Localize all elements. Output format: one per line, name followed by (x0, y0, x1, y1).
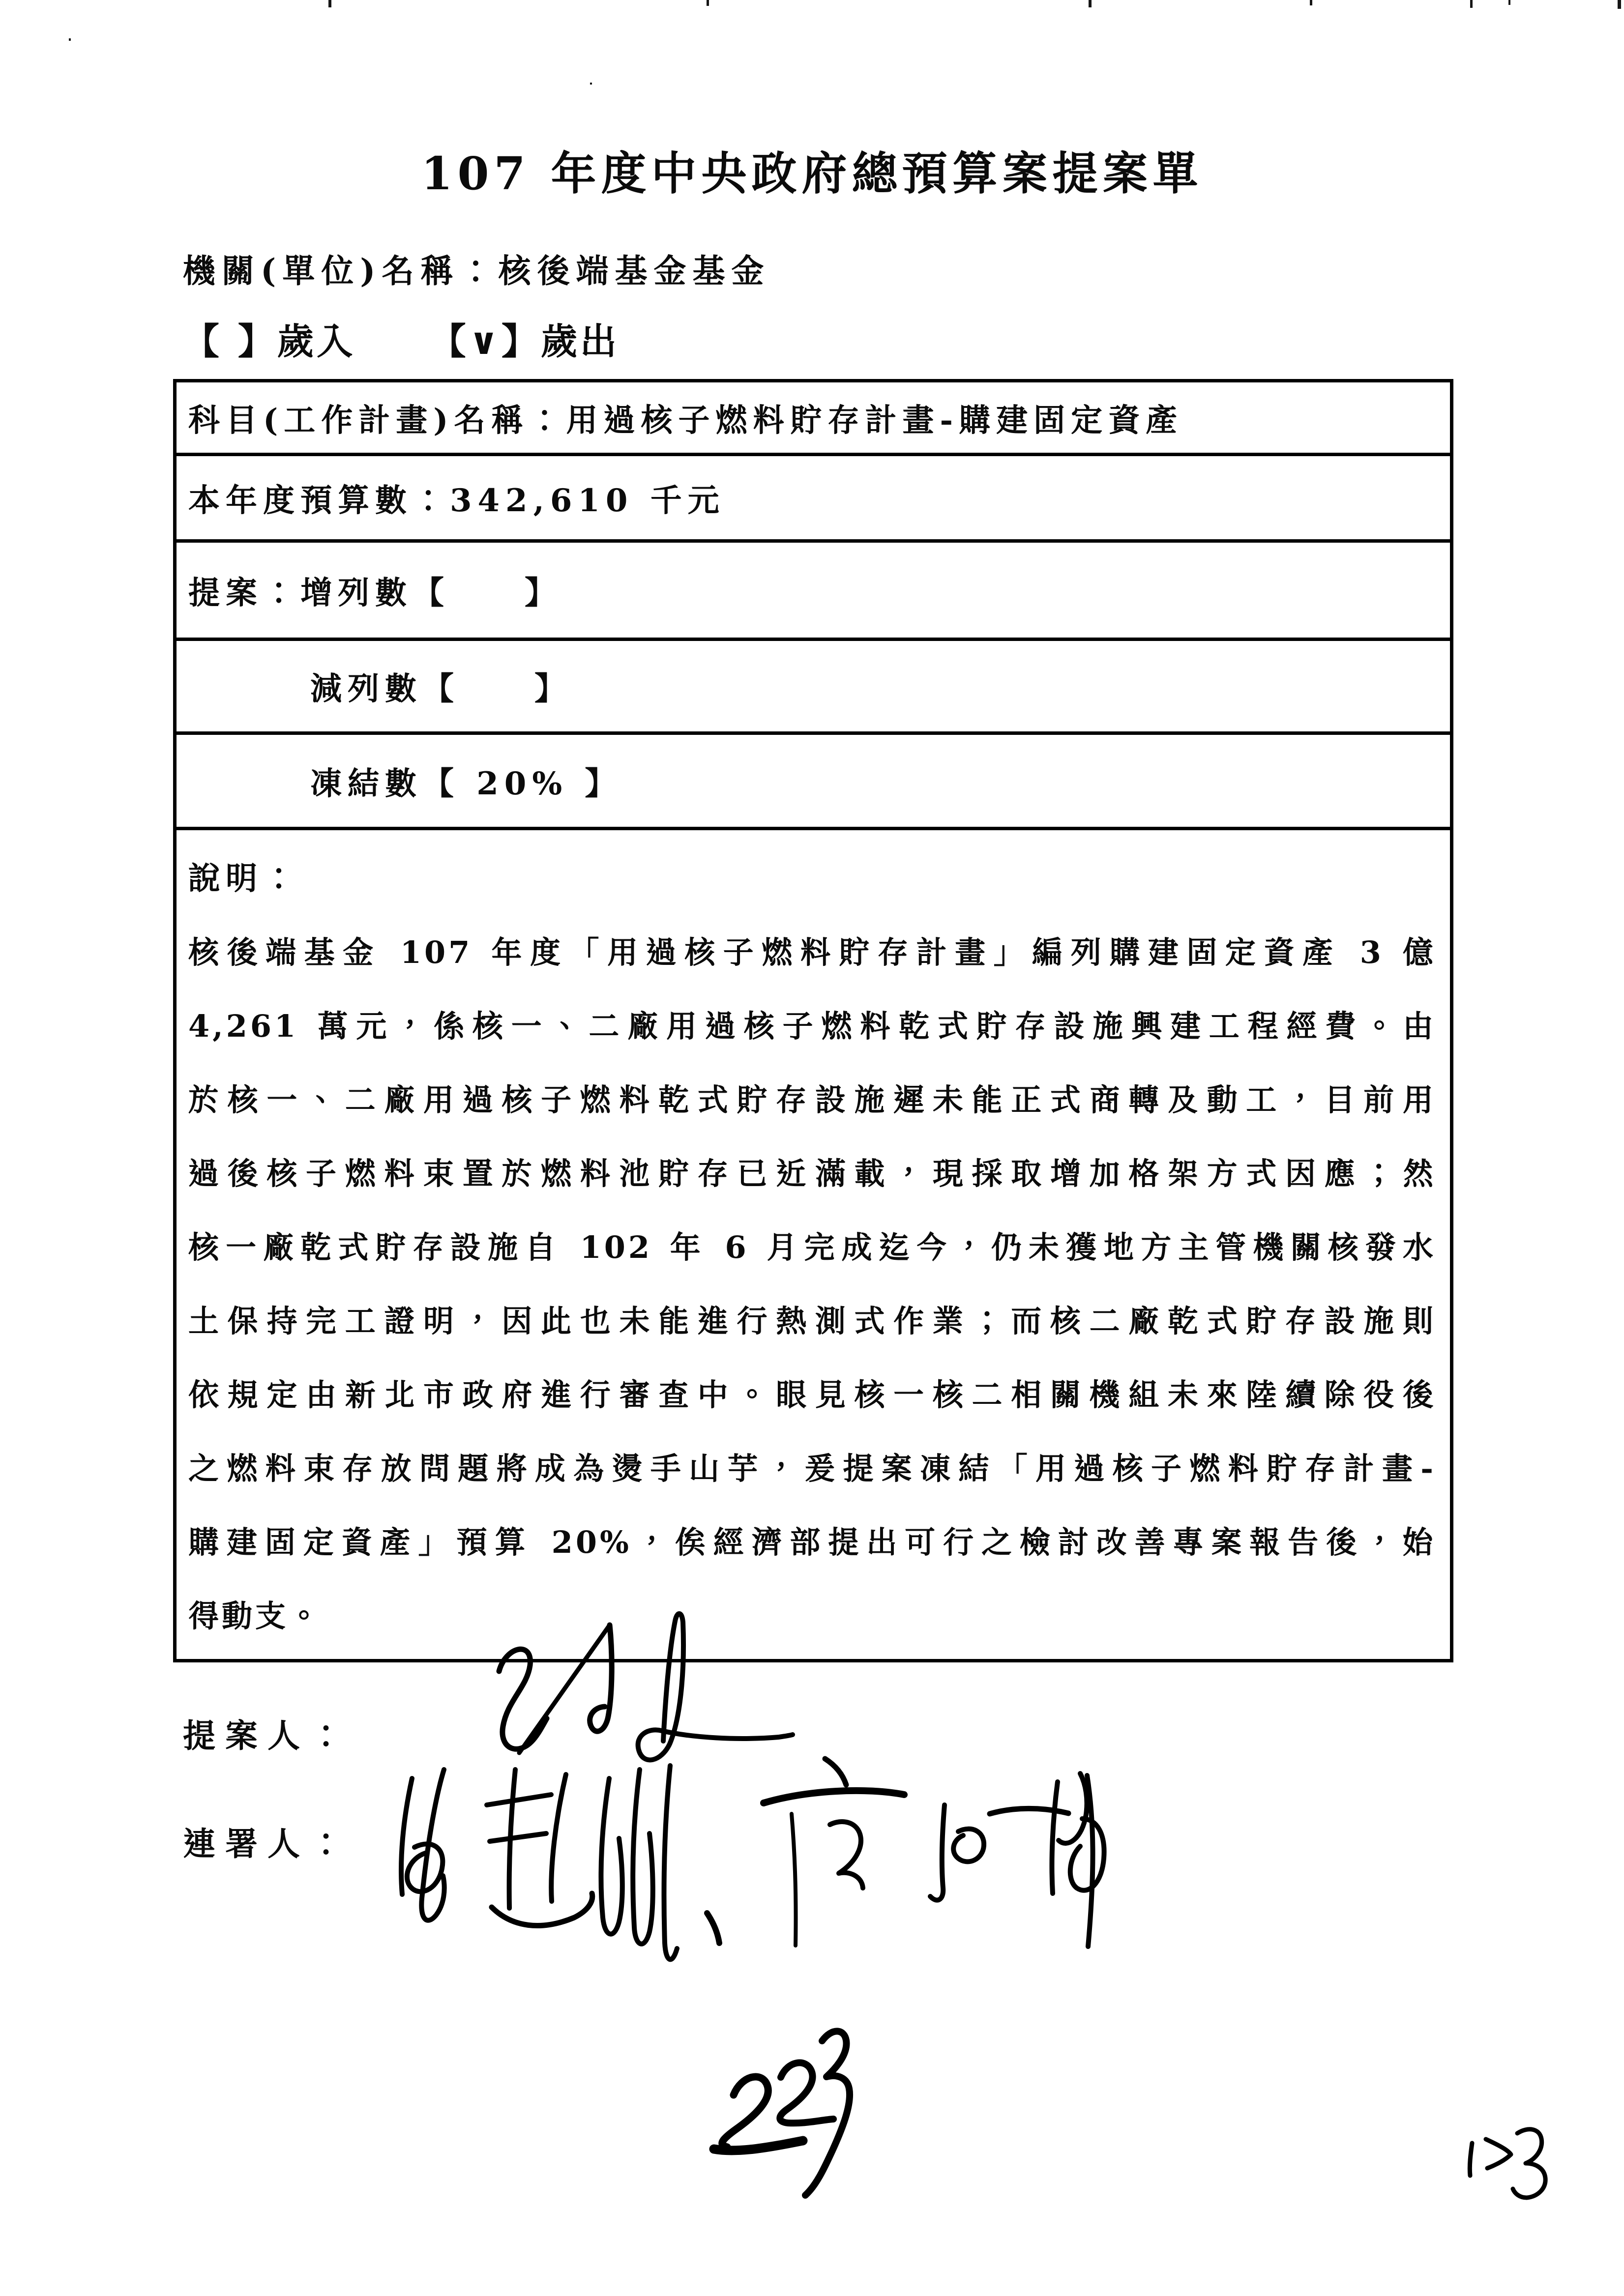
explanation-line: 之燃料束存放問題將成為燙手山芋，爰提案凍結「用過核子燃料貯存計畫- (188, 1451, 1436, 1486)
revenue-checkbox: 【 】歲入 (183, 320, 356, 363)
scan-artifact-speck (590, 83, 592, 85)
category-check-line (183, 313, 620, 365)
scan-artifact-tick (1618, 0, 1621, 9)
proposal-decrease-row (177, 638, 1450, 731)
proposer-label: 提案人： (183, 1716, 352, 1755)
explanation-line: 於核一、二廠用過核子燃料乾式貯存設施遲未能正式商轉及動工，目前用 (188, 1082, 1436, 1118)
explanation-line: 得動支。 (188, 1598, 323, 1634)
subject-row (177, 382, 1450, 453)
proposal-prefix: 提案： (188, 574, 300, 611)
scan-artifact-tick (1508, 0, 1510, 5)
explanation-line: 核後端基金 107 年度「用過核子燃料貯存計畫」編列購建固定資產 3 億 (188, 934, 1436, 970)
freeze-field: 凍結數【 20% 】 (310, 765, 622, 802)
scan-artifact-tick (1310, 0, 1312, 5)
cosigner-signature-1 (401, 1766, 677, 1959)
expenditure-checkbox-checked: 【∨】歲出 (429, 320, 620, 363)
handwritten-page-number-center (714, 2031, 850, 2195)
budget-row (177, 453, 1450, 539)
decrease-field: 減列數【 】 (310, 670, 572, 707)
explanation-line: 核一廠乾式貯存設施自 102 年 6 月完成迄今，仍未獲地方主管機關核發水 (188, 1229, 1436, 1265)
scan-artifact-tick (1089, 0, 1092, 7)
proposal-increase-row (177, 539, 1450, 638)
scan-artifact-tick (328, 0, 331, 7)
handwritten-page-number-corner (1470, 2129, 1545, 2198)
cosigner-label: 連署人： (183, 1825, 352, 1863)
budget-text: 本年度預算數：342,610 千元 (188, 482, 725, 519)
agency-name-line: 機關(單位)名稱：核後端基金基金 (183, 252, 770, 290)
explanation-line: 依規定由新北市政府進行審查中。眼見核一核二相關機組未來陸續除役後 (188, 1377, 1436, 1413)
scan-artifact-tick (1470, 0, 1473, 8)
increase-field: 增列數【 】 (300, 574, 562, 611)
explanation-line: 購建固定資產」預算 20%，俟經濟部提出可行之檢討改善專案報告後，始 (188, 1524, 1436, 1560)
explanation-line: 土保持完工證明，因此也未能進行熱測式作業；而核二廠乾式貯存設施則 (188, 1303, 1436, 1339)
explanation-row (177, 827, 1450, 1659)
budget-proposal-table (173, 379, 1453, 1662)
handwritten-list-separator (707, 1913, 719, 1943)
scan-artifact-tick (707, 0, 709, 6)
explanation-label: 說明： (188, 860, 300, 897)
page-title: 107 年度中央政府總預算案提案單 (421, 147, 1203, 200)
scan-artifact-speck (69, 38, 71, 41)
explanation-paragraph (188, 916, 1436, 1653)
cosigner-signature-2 (764, 1759, 1104, 1947)
subject-text: 科目(工作計畫)名稱：用過核子燃料貯存計畫-購建固定資產 (188, 402, 1183, 439)
proposal-freeze-row (177, 731, 1450, 827)
explanation-line: 過後核子燃料束置於燃料池貯存已近滿載，現採取增加格架方式因應；然 (188, 1156, 1436, 1192)
explanation-line: 4,261 萬元，係核一、二廠用過核子燃料乾式貯存設施興建工程經費。由 (188, 1008, 1436, 1044)
